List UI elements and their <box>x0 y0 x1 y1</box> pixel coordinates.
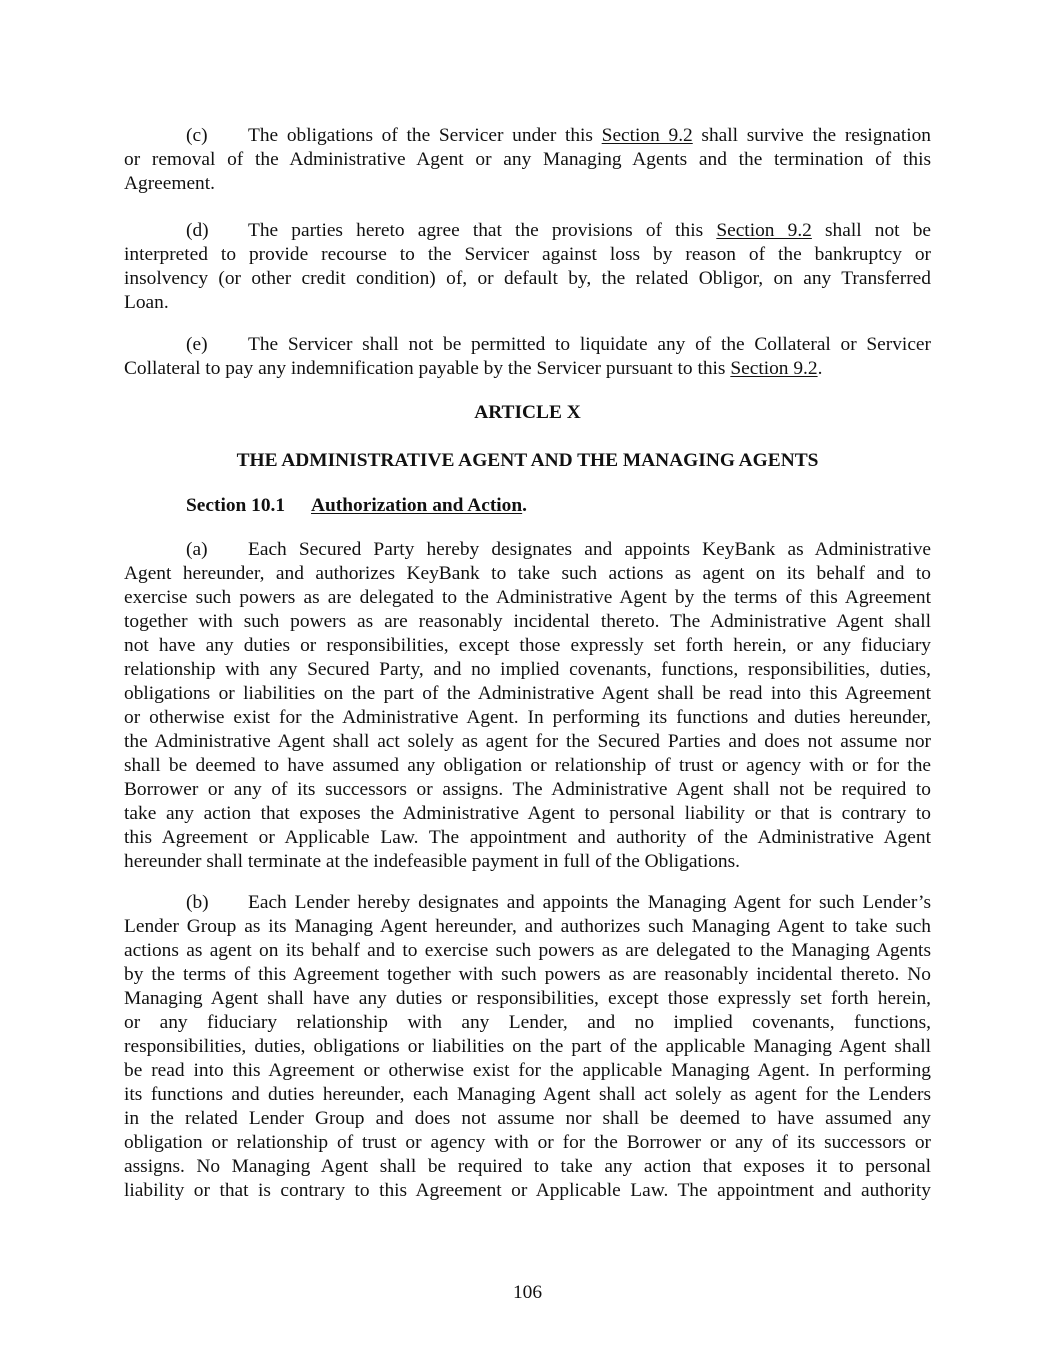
paragraph-a <box>124 538 931 874</box>
text-line: in the related Lender Group and does not assume nor shall be deemed to have assumed any <box>124 1108 931 1129</box>
section-title: Authorization and Action <box>311 495 523 516</box>
text-line: Managing Agent shall have any duties or responsibilities, except those expressly set forth herein, <box>124 988 931 1009</box>
text-line: shall be deemed to have assumed any obligation or relationship of trust or agency with or for the <box>124 755 931 776</box>
section-number: Section 10.1 <box>186 495 286 516</box>
text-line: its functions and duties hereunder, each Managing Agent shall act solely as agent for the Lenders <box>124 1084 931 1105</box>
section-title-period: . <box>522 495 528 516</box>
article-heading: ARTICLE X <box>474 402 581 423</box>
text-line: obligations or liabilities on the part of the Administrative Agent shall be read into this Agreement <box>124 683 931 704</box>
text-line: take any action that exposes the Administrative Agent to personal liability or that is contrary to <box>124 803 931 824</box>
text-line: hereunder shall terminate at the indefeasible payment in full of the Obligations. <box>124 851 740 872</box>
text-line: relationship with any Secured Party, and no implied covenants, functions, responsibilities, duties, <box>124 659 931 680</box>
paragraph-label: (a) <box>186 539 208 560</box>
text-line: or any fiduciary relationship with any Lender, and no implied covenants, functions, <box>124 1012 931 1033</box>
text-line: (b) Each Lender hereby designates and appoints the Managing Agent for such Lender’s <box>186 892 931 913</box>
text-line: or otherwise exist for the Administrative Agent. In performing its functions and duties hereunder, <box>124 707 931 728</box>
text-line: Loan. <box>124 292 169 313</box>
section-reference: Section 9.2 <box>601 125 693 146</box>
text-line: Lender Group as its Managing Agent hereunder, and authorizes such Managing Agent to take such <box>124 916 931 937</box>
text-line: (e) The Servicer shall not be permitted to liquidate any of the Collateral or Servicer <box>186 334 931 355</box>
paragraph-b <box>124 891 931 1203</box>
page-number: 106 <box>512 1282 543 1303</box>
text-line: (c) The obligations of the Servicer under this Section 9.2 shall survive the resignation <box>186 125 931 146</box>
paragraph-d <box>124 219 931 315</box>
text-line: or removal of the Administrative Agent or any Managing Agents and the termination of this <box>124 149 931 170</box>
paragraph-label: (c) <box>186 125 208 146</box>
text-line: not have any duties or responsibilities, except those expressly set forth herein, or any fiduciary <box>124 635 931 656</box>
section-reference: Section 9.2 <box>716 220 812 241</box>
paragraph-label: (d) <box>186 220 209 241</box>
text-line: this Agreement or Applicable Law. The appointment and authority of the Administrative Agent <box>124 827 931 848</box>
text-line: liability or that is contrary to this Agreement or Applicable Law. The appointment and authority <box>124 1180 931 1201</box>
text-line: Borrower or any of its successors or assigns. The Administrative Agent shall not be required to <box>124 779 931 800</box>
text-line: together with such powers as are reasonably incidental thereto. The Administrative Agent shall <box>124 611 931 632</box>
section-reference: Section 9.2 <box>730 358 818 379</box>
text-line: Agent hereunder, and authorizes KeyBank to take such actions as agent on its behalf and to <box>124 563 931 584</box>
text-line: Agreement. <box>124 173 215 194</box>
text-line: (d) The parties hereto agree that the provisions of this Section 9.2 shall not be <box>186 220 931 241</box>
text-line: assigns. No Managing Agent shall be required to take any action that exposes it to personal <box>124 1156 931 1177</box>
text-line: responsibilities, duties, obligations or liabilities on the part of the applicable Managing Agent shall <box>124 1036 931 1057</box>
text-line: exercise such powers as are delegated to the Administrative Agent by the terms of this Agreement <box>124 587 931 608</box>
text-line: the Administrative Agent shall act solely as agent for the Secured Parties and does not assume nor <box>124 731 931 752</box>
text-line: Collateral to pay any indemnification payable by the Servicer pursuant to this Section 9.2. <box>124 358 823 379</box>
text-line: actions as agent on its behalf and to exercise such powers as are delegated to the Managing Agents <box>124 940 931 961</box>
section-heading <box>186 494 527 518</box>
text-line: (a) Each Secured Party hereby designates and appoints KeyBank as Administrative <box>186 539 931 560</box>
text-line: interpreted to provide recourse to the Servicer against loss by reason of the bankruptcy or <box>124 244 931 265</box>
text-line: by the terms of this Agreement together with such powers as are reasonably incidental thereto. No <box>124 964 931 985</box>
paragraph-label: (b) <box>186 892 209 913</box>
paragraph-e <box>124 333 931 381</box>
paragraph-c <box>124 124 931 196</box>
text-line: obligation or relationship of trust or agency with or for the Borrower or any of its successors or <box>124 1132 931 1153</box>
text-line: insolvency (or other credit condition) of, or default by, the related Obligor, on any Transferred <box>124 268 931 289</box>
article-title: THE ADMINISTRATIVE AGENT AND THE MANAGING AGENTS <box>236 450 819 471</box>
paragraph-label: (e) <box>186 334 208 355</box>
text-line: be read into this Agreement or otherwise exist for the applicable Managing Agent. In performing <box>124 1060 931 1081</box>
